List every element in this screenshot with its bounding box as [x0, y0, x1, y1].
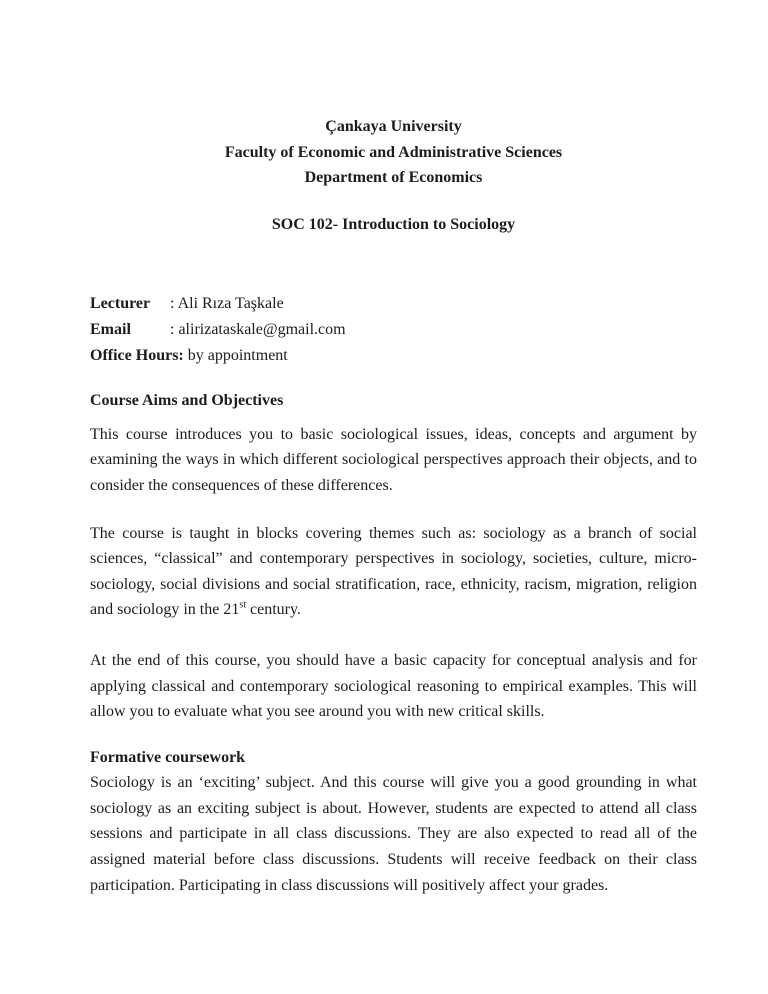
course-aims-paragraph-3: At the end of this course, you should have a basic capacity for conceptual analysis and for applying classical and contemporary sociological reasoning to empirical examples. This will allow you to evaluate what you see around you with new critical skills. — [90, 651, 697, 721]
department-name: Department of Economics — [304, 169, 483, 187]
office-hours-value: by appointment — [183, 346, 288, 364]
formative-coursework-paragraph: Sociology is an ‘exciting’ subject. And this course will give you a good grounding in what sociology as an exciting subject is about. However, students are expected to attend all class sessions and participate in all class discussions. They are also expected to read all of the assigned material before class discussions. Students will receive feedback on their class participation. Participating in class discussions will positively affect your grades. — [90, 774, 697, 894]
office-hours-label: Office Hours: — [90, 346, 184, 364]
contact-info-block — [90, 291, 697, 368]
course-aims-paragraph-2-end: century. — [245, 601, 301, 619]
university-name: Çankaya University — [325, 118, 462, 135]
lecturer-value: : Ali Rıza Taşkale — [170, 295, 284, 313]
email-label: Email — [90, 320, 131, 338]
course-aims-paragraph-2 — [90, 521, 697, 623]
email-value: : alirizataskale@gmail.com — [170, 320, 346, 338]
course-aims-paragraph-2-text: The course is taught in blocks covering themes such as: sociology as a branch of social sciences, “classical” and contemporary perspectives in sociology, societies, culture, micro-sociology, social divisions and social stratification, race, ethnicity, racism, migration, religion and sociology in the 21 — [90, 524, 697, 619]
formative-coursework-section — [90, 745, 697, 899]
course-title: SOC 102- Introduction to Sociology — [271, 215, 516, 233]
ordinal-superscript: st — [239, 599, 246, 611]
office-hours-row — [90, 343, 697, 369]
formative-coursework-heading: Formative coursework — [90, 748, 246, 766]
course-aims-paragraph-1: This course introduces you to basic sociological issues, ideas, concepts and argument by examining the ways in which different sociological perspectives approach their objects, and to consider the consequences of these differences. — [90, 425, 697, 494]
email-row — [90, 317, 697, 343]
course-aims-heading: Course Aims and Objectives — [90, 392, 284, 410]
faculty-name: Faculty of Economic and Administrative Sciences — [224, 143, 563, 161]
document-header — [90, 114, 697, 237]
course-aims-section — [90, 388, 697, 725]
lecturer-row — [90, 291, 697, 317]
lecturer-label: Lecturer — [90, 295, 151, 313]
